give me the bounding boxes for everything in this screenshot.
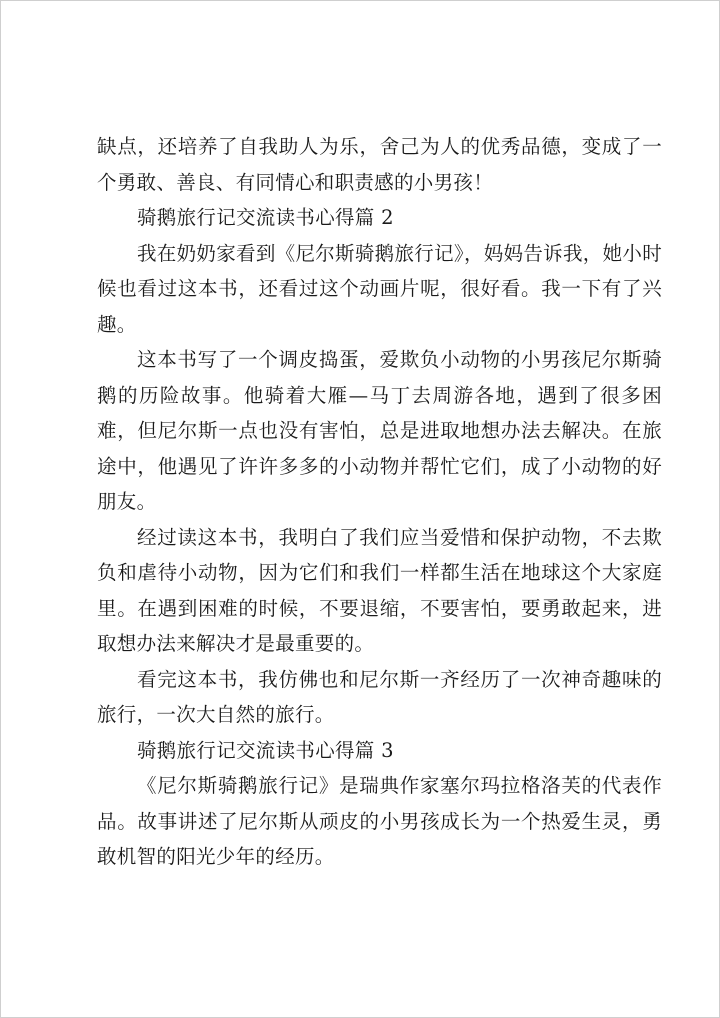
paragraph: 看完这本书，我仿佛也和尼尔斯一齐经历了一次神奇趣味的旅行，一次大自然的旅行。	[97, 667, 662, 726]
paragraph: 《尼尔斯骑鹅旅行记》是瑞典作家塞尔玛拉格洛芙的代表作品。故事讲述了尼尔斯从顽皮的小男孩成长为一个热爱生灵，勇敢机智的阳光少年的经历。	[97, 774, 662, 868]
paragraph: 经过读这本书，我明白了我们应当爱惜和保护动物，不去欺负和虐待小动物，因为它们和我们一样都生活在地球这个大家庭里。在遇到困难的时候，不要退缩，不要害怕，要勇敢起来，进取想办法来解决才是最重要的。	[97, 525, 662, 655]
paragraph: 这本书写了一个调皮捣蛋，爱欺负小动物的小男孩尼尔斯骑鹅的历险故事。他骑着大雁—马丁去周游各地，遇到了很多困难，但尼尔斯一点也没有害怕，总是进取地想办法去解决。在旅途中，他遇见了许许多多的小动物并帮忙它们，成了小动物的好朋友。	[97, 348, 662, 513]
paragraph: 缺点，还培养了自我助人为乐，舍己为人的优秀品德，变成了一个勇敢、善良、有同情心和职责感的小男孩！	[97, 135, 662, 194]
paragraph: 我在奶奶家看到《尼尔斯骑鹅旅行记》，妈妈告诉我，她小时候也看过这本书，还看过这个动画片呢，很好看。我一下有了兴趣。	[97, 241, 662, 336]
section-heading: 骑鹅旅行记交流读书心得篇 3	[137, 738, 394, 762]
section-heading: 骑鹅旅行记交流读书心得篇 2	[137, 206, 394, 229]
document-body	[97, 129, 662, 875]
